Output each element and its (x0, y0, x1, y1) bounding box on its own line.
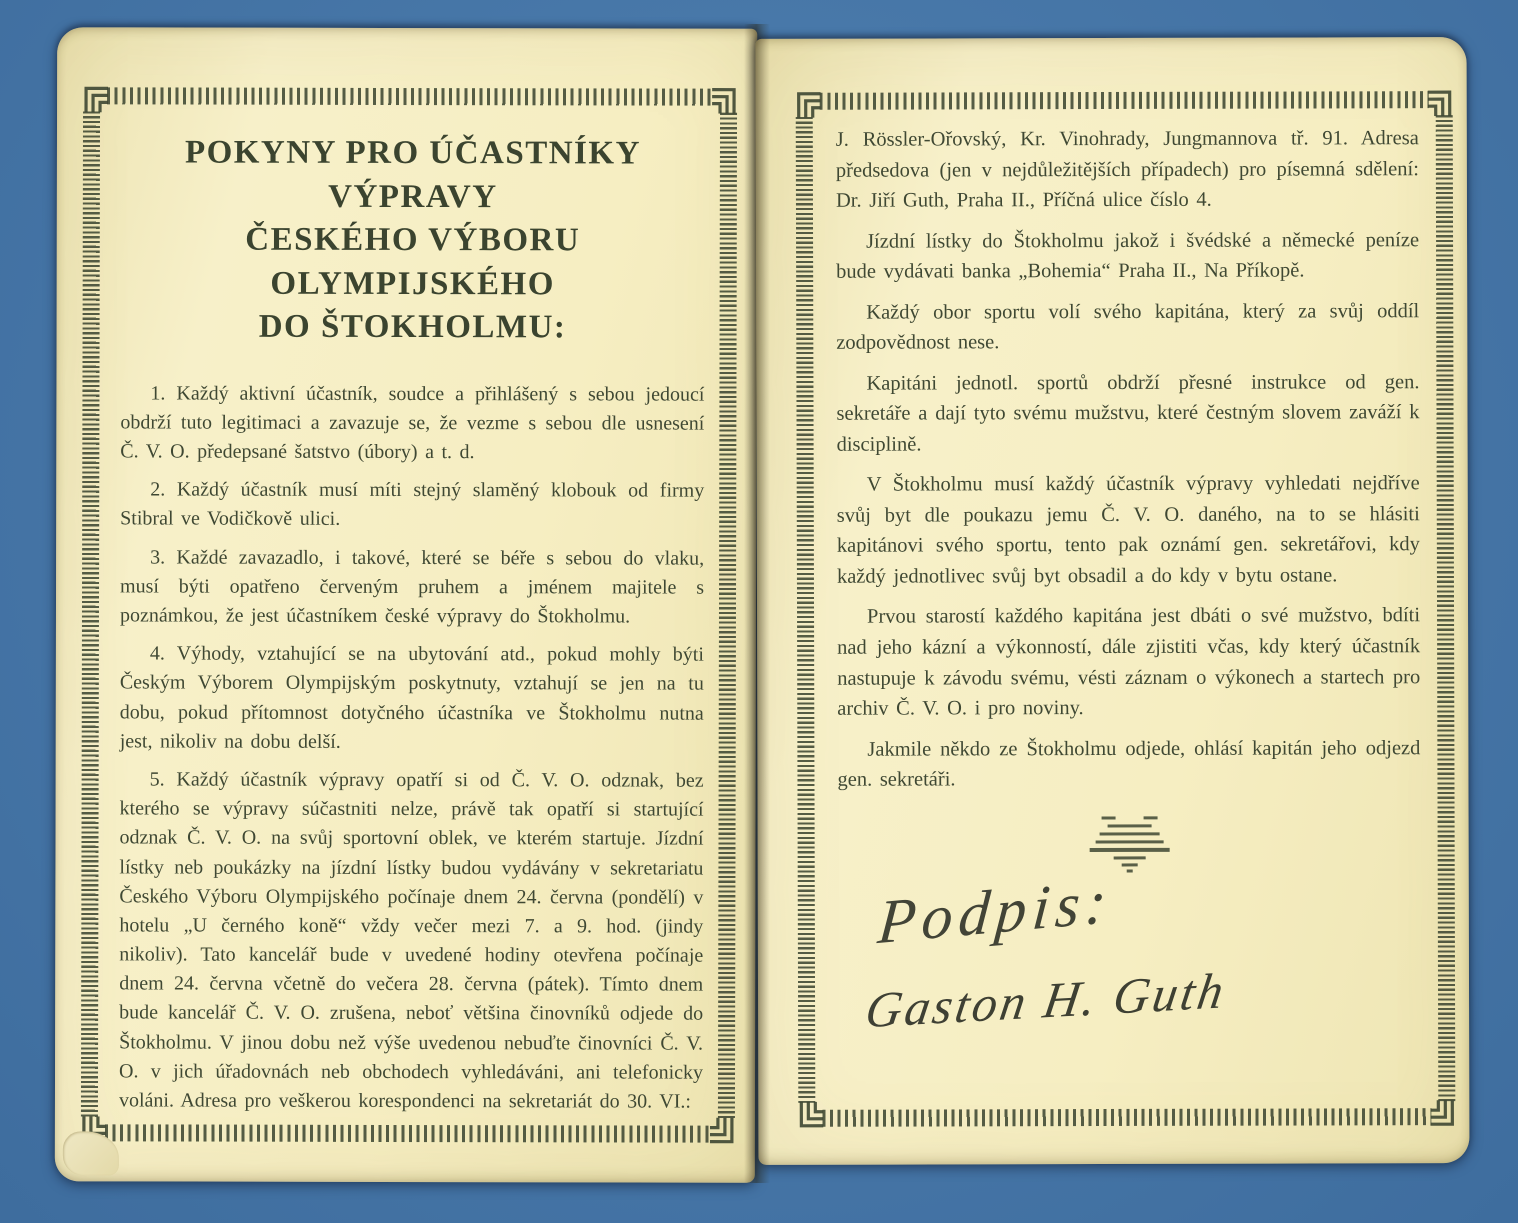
departure-paragraph: Jakmile někdo ze Štokholmu odjede, ohlásí kapitán jeho odjezd gen. sekretáři. (837, 736, 1421, 791)
booklet-page-right (756, 37, 1470, 1165)
tickets-paragraph: Jízdní lístky do Štokholmu jakož i švédské a německé peníze bude vydávati banka „Bohemia“ Praha II., Na Příkopě. (836, 228, 1420, 283)
instruction-paragraph-5: 5. Každý účastník výpravy opatří si od Č. V. O. odznak, bez kterého se výpravy súčastniti nelze, právě tak opatří si startující odznak Č. V. O. na svůj sportovní oblek, ve kterém startuje. Jízdní lístky neb poukázky na jízdní lístky budou vydávány v sekretariatu Českého Výboru Olympijského počínaje dnem 24. června (pondělí) v hotelu „U černého koně“ vždy večer mezi 7. a 9. hod. (jindy nikoliv). Tato kancelář bude v uvedené hodiny otevřena počínaje dnem 24. června včetně do večera 28. června (pátek). Tímto dnem bude kancelář Č. V. O. zrušena, neboť většina činovníků odjede do Štokholmu. V jinou dobu než výše uvedenou nebuďte činovníci Č. V. O. v jich úřadovnách neb obchodech vyhledáváni, ani telefonicky voláni. Adresa pro veškerou korespondenci na sekretariát do 30. VI.: (118, 768, 704, 1113)
handwritten-signature-label: Podpis: (875, 866, 1116, 957)
left-page-content (119, 121, 705, 1116)
fret-corner-icon (81, 85, 108, 112)
captain-instructions-paragraph: Kapitáni jednotl. sportů obdrží přesné instrukce od gen. sekretáře a dají tyto svému mužstvu, které čestným slovem zaváží k disciplině. (836, 370, 1420, 456)
captain-election-paragraph: Každý obor sportu volí svého kapitána, který za svůj oddíl zodpovědnost nese. (836, 299, 1420, 354)
frame-edge-bottom (105, 1124, 711, 1142)
signature-block (838, 812, 1422, 1114)
document-title (121, 131, 705, 350)
lodging-paragraph: V Štokholmu musí každý účastník výpravy vyhledati nejdříve svůj byt dle poukazu jemu Č. V. O. daného, na to se hlásiti kapitánovi svého sportu, tento pak oznámí gen. sekretářovi, kdy každý jednotlivec svůj byt obsadil a do kdy v bytu ostane. (836, 472, 1420, 588)
fret-corner-icon (1428, 89, 1455, 116)
title-line: POKYNY PRO ÚČASTNÍKY VÝPRAVY (184, 134, 641, 215)
fret-corner-icon (710, 1118, 737, 1145)
captain-duties-paragraph: Prvou starostí každého kapitána jest dbáti o své mužstvo, bdíti nad jeho kázní a výkonností, dále zjistiti včas, kdy který účastník nastupuje k závodu svému, vésti záznam o výkonech a startech pro archiv Č. V. O. i pro noviny. (837, 604, 1421, 720)
frame-edge-top (820, 91, 1429, 110)
right-page-content (836, 123, 1422, 1105)
instruction-paragraph-3: 3. Každé zavazadlo, i takové, které se béře s sebou do vlaku, musí býti opatřeno červeným pruhem a jménem majitele s poznámkou, že jest účastníkem české výpravy do Štokholmu. (119, 546, 705, 628)
frame-edge-left (796, 117, 816, 1103)
frame-edge-right (718, 113, 737, 1119)
instruction-paragraph-2: 2. Každý účastník musí míti stejný slaměný klobouk od firmy Stibral ve Vodičkově ulici. (120, 478, 705, 531)
fret-corner-icon (1430, 1100, 1457, 1127)
instruction-paragraph-4: 4. Výhody, vztahující se na ubytování atd., pokud mohly býti Českým Výborem Olympijským poskytnuty, vztahují se jen na tu dobu, pokud přítomnost dotyčného účastníka ve Štokholmu nutna jest, nikoliv na dobu delší. (119, 642, 704, 753)
fret-corner-icon (794, 91, 821, 118)
title-line: ČESKÉHO VÝBORU OLYMPIJSKÉHO (245, 221, 581, 302)
rule-fleuron-ornament-icon (1081, 812, 1177, 874)
fret-corner-icon (796, 1102, 823, 1129)
frame-edge-left (81, 111, 100, 1117)
frame-edge-top (107, 87, 713, 105)
frame-edge-right (1436, 115, 1456, 1101)
address-paragraph: J. Rössler-Ořovský, Kr. Vinohrady, Jungmannova tř. 91. Adresa předsedova (jen v nejdůležitějších případech) pro písemná sdělení: Dr. Jiří Guth, Praha II., Příčná ulice číslo 4. (835, 127, 1419, 212)
instruction-paragraph-1: 1. Každý aktivní účastník, soudce a přihlášený s sebou jedoucí obdrží tuto legitimaci a zavazuje se, že vezme s sebou dle usnesení Č. V. O. předepsané šatstvo (úbory) a t. d. (120, 382, 705, 464)
fret-corner-icon (712, 87, 739, 114)
booklet-page-left (55, 27, 757, 1182)
worn-paper-corner (63, 1131, 119, 1175)
title-line: DO ŠTOKHOLMU: (258, 308, 567, 346)
handwritten-signature-name: Gaston H. Guth (861, 961, 1231, 1038)
